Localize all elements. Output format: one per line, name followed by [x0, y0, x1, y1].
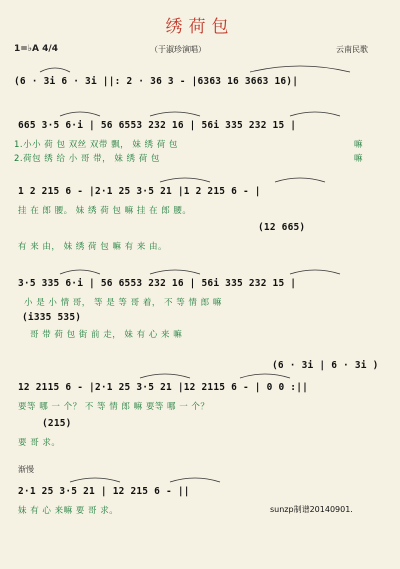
notation-line-2: 665 3·5 6·i | 56 6553 232 16 | 56i 335 232 15 | — [18, 120, 297, 131]
slur-4 — [150, 112, 200, 116]
slur-8 — [60, 270, 100, 274]
notation-line-5: 12 2115 6 - |2·1 25 3·5 21 |12 2115 6 - | 0 0 :|| — [18, 382, 309, 393]
lyric-line-3a: 挂 在 郎 腰。 妹 绣 荷 包 嘛 挂 在 郎 腰。 — [18, 206, 192, 216]
slur-2 — [250, 66, 350, 72]
slur-6 — [160, 178, 210, 182]
slur-10 — [290, 270, 340, 274]
tempo-marking: 渐慢 — [18, 465, 34, 474]
lyric-line-6: 妹 有 心 来嘛 要 哥 求。 — [18, 506, 119, 516]
slur-9 — [150, 270, 200, 274]
lyric-line-5a: 要等 哪 一 个？ 不 等 情 郎 嘛 要等 哪 一 个？ — [18, 402, 210, 412]
parenthesized-phrase-4: (i335 535) — [22, 312, 82, 323]
lyric-line-2b-end: 嘛 — [354, 154, 364, 164]
lyric-line-5b: 要 哥 求。 — [18, 438, 61, 448]
transcriber-credit: sunzp制谱20140901. — [270, 505, 353, 514]
song-title: 绣荷包 — [165, 17, 235, 37]
slur-12 — [240, 374, 290, 378]
slur-5 — [290, 112, 340, 116]
slur-3 — [60, 112, 100, 116]
lyric-line-4b: 哥 带 荷 包 街 前 走， 妹 有 心 来 嘛 — [30, 330, 183, 340]
parenthesized-phrase-3: (12 665) — [258, 222, 306, 233]
slur-11 — [140, 374, 190, 378]
lyric-line-3b: 有 来 由， 妹 绣 荷 包 嘛 有 来 由。 — [18, 242, 168, 252]
interlude-phrase: (6 · 3i | 6 · 3i ) — [272, 360, 379, 371]
slur-13 — [70, 478, 120, 482]
lyric-line-2a: 1.小小 荷 包 双丝 双带 飘， 妹 绣 荷 包 — [14, 140, 178, 150]
notation-line-4: 3·5 335 6·i | 56 6553 232 16 | 56i 335 232 15 | — [18, 278, 297, 289]
singer-credit: （于淑珍演唱） — [150, 45, 206, 54]
notation-line-1: (6 · 3i 6 · 3i ||: 2 · 36 3 - |6363 16 3663 16)| — [14, 76, 299, 87]
lyric-line-2b: 2.荷包 绣 给 小 哥 带， 妹 绣 荷 包 — [14, 154, 160, 164]
slur-14 — [170, 478, 220, 482]
parenthesized-phrase-5: (215) — [42, 418, 72, 429]
lyric-line-2a-end: 嘛 — [354, 140, 364, 150]
notation-line-6: 2·1 25 3·5 21 | 12 215 6 - || — [18, 486, 190, 497]
key-signature: 1=♭A 4/4 — [14, 44, 58, 54]
lyric-line-4a: 小 是 小 情 哥， 等 是 等 哥 着， 不 等 情 郎 嘛 — [24, 298, 222, 308]
slur-7 — [275, 178, 325, 182]
notation-line-3: 1 2 215 6 - |2·1 25 3·5 21 |1 2 215 6 - | — [18, 186, 261, 197]
genre-label: 云南民歌 — [336, 45, 368, 54]
slur-1 — [40, 68, 70, 72]
